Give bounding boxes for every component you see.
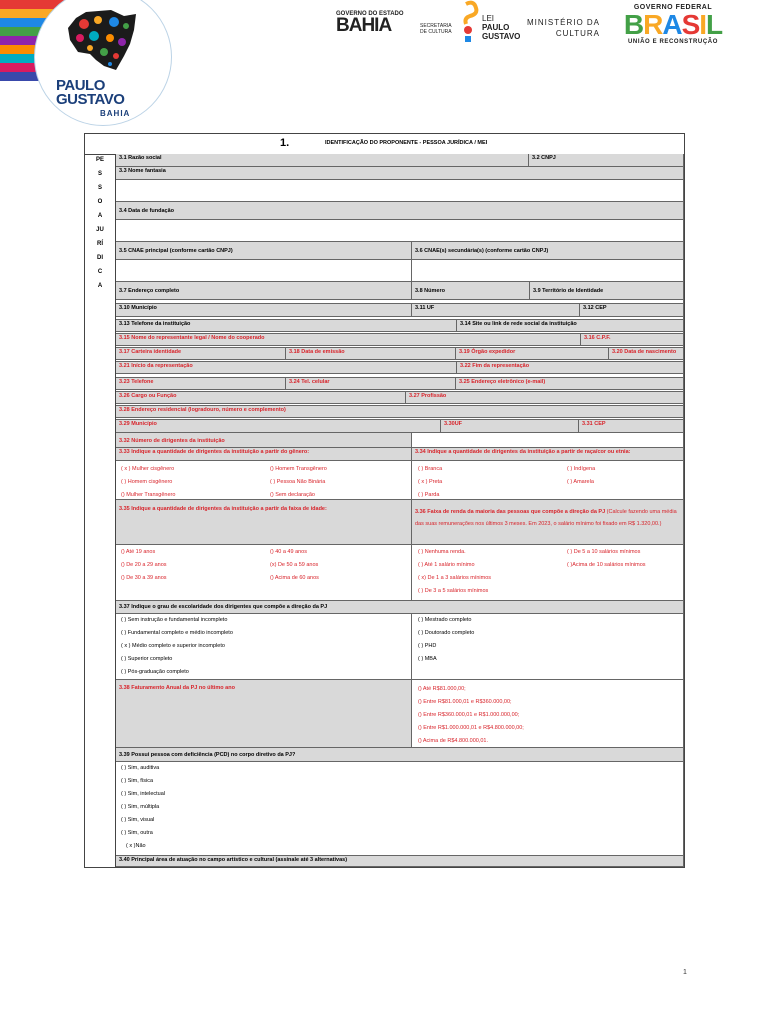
genero-option[interactable]: () Homem Transgênero (270, 466, 327, 472)
uniao-reconstrucao-text: UNIÃO E RECONSTRUÇÃO (627, 39, 718, 45)
pcd-label: 3.39 Possui pessoa com deficiência (PCD) no corpo diretivo da PJ? (116, 748, 684, 762)
email-label: 3.25 Endereço eletrônico (e-mail) (456, 378, 684, 390)
genero-options (116, 461, 412, 500)
nome-fantasia-field[interactable] (116, 180, 684, 202)
faturamento-label: 3.38 Faturamento Anual da PJ no último ano (116, 680, 412, 748)
data-fundacao-field[interactable] (116, 220, 684, 242)
escolaridade-options-right (412, 614, 684, 680)
renda-option[interactable]: ( ) Até 1 salário mínimo (418, 562, 475, 568)
inicio-representacao-label: 3.21 Início da representação (116, 362, 457, 374)
municipio-label: 3.10 Município (116, 304, 412, 317)
faixa-renda-title: 3.36 Faixa de renda da maioria das pessoas que compõe a direção da PJ (415, 509, 606, 515)
faixa-renda-note: (Calcule fazendo uma média das suas remunerações nos últimos 3 meses. Em 2023, o salário mínimo foi fixado em R$ 1.320,00.) (415, 509, 677, 527)
pcd-option[interactable]: ( ) Sim, outra (121, 830, 153, 836)
gov-bahia-main: BAHIA (336, 15, 392, 36)
ministerio-line-1: MINISTÉRIO DA (527, 18, 601, 27)
genero-option[interactable]: ( x ) Mulher cisgênero (121, 466, 175, 472)
ministerio-cultura-logo (527, 17, 600, 39)
side-letter: JU (96, 227, 104, 233)
numero-dirigentes-field[interactable] (412, 433, 684, 448)
cargo-funcao-label: 3.26 Cargo ou Função (116, 392, 406, 404)
carteira-identidade-label: 3.17 Carteira identidade (116, 348, 286, 360)
logo-sub-text: BAHIA (100, 109, 131, 118)
cnpj-label: 3.2 CNPJ (529, 154, 684, 167)
pcd-option[interactable]: ( ) Sim, auditiva (121, 765, 160, 771)
numero-dirigentes-label: 3.32 Número de dirigentes da instituição (116, 433, 412, 448)
raca-option[interactable]: ( ) Indígena (567, 466, 596, 472)
pcd-option[interactable]: ( ) Sim, múltipla (121, 804, 160, 810)
lei-line-2: PAULO (482, 23, 510, 32)
razao-social-label: 3.1 Razão social (116, 154, 529, 167)
cnae-secundaria-field[interactable] (412, 260, 684, 282)
dirigentes-raca-label: 3.34 Indique a quantidade de dirigentes da instituição a partir de raça/cor ou etnia: (412, 448, 684, 461)
faturamento-option[interactable]: () Entre R$360.000,01 e R$1.000.000,00; (418, 712, 520, 718)
renda-options (412, 545, 684, 601)
raca-options (412, 461, 684, 500)
side-letter: O (97, 199, 103, 205)
escolaridade-option[interactable]: ( ) Sem instrução e fundamental incompleto (121, 617, 228, 623)
faturamento-option[interactable]: () Acima de R$4.800.000,01. (418, 738, 489, 744)
escolaridade-option[interactable]: ( ) Fundamental completo e médio incompleto (121, 630, 233, 636)
idade-option[interactable]: (x) De 50 a 59 anos (270, 562, 319, 568)
genero-option[interactable]: () Sem declaração (270, 492, 315, 498)
idade-options (116, 545, 412, 601)
escolaridade-option[interactable]: ( x ) Médio completo e superior incompleto (121, 643, 225, 649)
governo-federal-logo (618, 4, 728, 45)
escolaridade-option[interactable]: ( ) Pós-graduação completo (121, 669, 189, 675)
side-letter: PE (95, 157, 104, 163)
pessoa-juridica-side-label (85, 154, 116, 867)
genero-option[interactable]: ( ) Pessoa Não Binária (270, 479, 326, 485)
lei-text (482, 14, 520, 41)
page-number: 1 (683, 969, 687, 976)
genero-option[interactable]: () Mulher Transgênero (121, 492, 176, 498)
side-letter: C (97, 269, 103, 275)
logo-text: PAULO GUSTAVO (56, 77, 125, 108)
renda-option[interactable]: ( x) De 1 a 3 salários mínimos (418, 575, 492, 581)
fim-representacao-label: 3.22 Fim da representação (457, 362, 684, 374)
cep-label: 3.12 CEP (580, 304, 684, 317)
side-letter: A (97, 213, 103, 219)
partner-logos (330, 0, 768, 50)
idade-option[interactable]: () Até 19 anos (121, 549, 156, 555)
idade-option[interactable]: () 40 a 49 anos (270, 549, 307, 555)
uf-residencial-label: 3.30UF (441, 420, 579, 433)
idade-option[interactable]: () De 30 a 39 anos (121, 575, 167, 581)
renda-option[interactable]: ( ) Nenhuma renda. (418, 549, 466, 555)
escolaridade-label: 3.37 Indique o grau de escolaridade dos dirigentes que compõe a direção da PJ (116, 601, 684, 614)
celular-label: 3.24 Tel. celular (286, 378, 456, 390)
telefone-instituicao-label: 3.13 Telefone da instituição (116, 320, 457, 332)
data-emissao-label: 3.18 Data de emissão (286, 348, 456, 360)
dirigentes-genero-label: 3.33 Indique a quantidade de dirigentes da instituição a partir do gênero: (116, 448, 412, 461)
pcd-options (116, 762, 684, 856)
site-label: 3.14 Site ou link de rede social da instituição (457, 320, 684, 332)
raca-option[interactable]: ( x ) Preta (418, 479, 443, 485)
idade-option[interactable]: () De 20 a 29 anos (121, 562, 167, 568)
endereco-residencial-label: 3.28 Endereço residencial (logradouro, número e complemento) (116, 406, 684, 418)
escolaridade-options-left (116, 614, 412, 680)
faturamento-options (412, 680, 684, 748)
faixa-renda-label (412, 500, 684, 545)
data-nascimento-label: 3.20 Data de nascimento (609, 348, 684, 360)
gov-bahia-top: GOVERNO DO ESTADO (336, 11, 404, 17)
escolaridade-option[interactable]: ( ) Superior completo (121, 656, 173, 662)
identification-form (84, 133, 685, 868)
lei-line-3: GUSTAVO (482, 32, 521, 41)
renda-option[interactable]: ( )Acima de 10 salários mínimos (567, 562, 646, 568)
data-fundacao-label: 3.4 Data de fundação (116, 202, 684, 220)
escolaridade-option[interactable]: ( ) PHD (418, 643, 437, 649)
lei-line-1: LEI (482, 14, 495, 23)
uf-label: 3.11 UF (412, 304, 580, 317)
cnae-principal-field[interactable] (116, 260, 412, 282)
escolaridade-option[interactable]: ( ) MBA (418, 656, 437, 662)
brasil-wordmark: BRASIL (623, 9, 723, 40)
cep-residencial-label: 3.31 CEP (579, 420, 684, 433)
renda-option[interactable]: ( ) De 3 a 5 salários mínimos (418, 588, 489, 594)
side-letter: A (97, 283, 103, 289)
secretaria-text: SECRETARIA DE CULTURA (420, 23, 452, 35)
cnae-principal-label: 3.5 CNAE principal (conforme cartão CNPJ) (116, 242, 412, 260)
municipio-residencial-label: 3.29 Município (116, 420, 441, 433)
renda-option[interactable]: ( ) De 5 a 10 salários mínimos (567, 549, 641, 555)
section-title-row (85, 134, 684, 155)
faturamento-option[interactable]: () Entre R$1.000.000,01 e R$4.800.000,00; (418, 725, 524, 731)
pcd-option[interactable]: ( x )Não (126, 843, 146, 849)
genero-option[interactable]: ( ) Homem cisgênero (121, 479, 173, 485)
side-letter: S (97, 185, 102, 191)
gov-federal-text: GOVERNO FEDERAL (633, 4, 713, 11)
telefone-label: 3.23 Telefone (116, 378, 286, 390)
orgao-expedidor-label: 3.19 Órgão expedidor (456, 348, 609, 360)
cpf-label: 3.16 C.P.F. (581, 334, 684, 346)
raca-option[interactable]: ( ) Branca (418, 466, 443, 472)
bahia-map-icon (66, 10, 138, 72)
dirigentes-idade-label: 3.35 Indique a quantidade de dirigentes da instituição a partir da faixa de idade: (116, 500, 412, 545)
section-number: 1. (280, 137, 290, 149)
cnae-secundaria-label: 3.6 CNAE(s) secundária(s) (conforme cartão CNPJ) (412, 242, 684, 260)
numero-label: 3.8 Número (412, 282, 530, 300)
escolaridade-option[interactable]: ( ) Mestrado completo (418, 617, 472, 623)
area-atuacao-label: 3.40 Principal área de atuação no campo artístico e cultural (assinale até 3 alternativas) (116, 856, 684, 867)
side-letter: DI (97, 255, 103, 261)
faturamento-option[interactable]: () Até R$81.000,00; (418, 686, 466, 692)
ministerio-line-2: CULTURA (555, 29, 601, 38)
raca-option[interactable]: ( ) Amarela (567, 479, 594, 485)
section-title: IDENTIFICAÇÃO DO PROPONENTE - PESSOA JURÍDICA / MEI (325, 140, 488, 146)
representante-label: 3.15 Nome do representante legal / Nome do cooperado (116, 334, 581, 346)
escolaridade-option[interactable]: ( ) Doutorado completo (418, 630, 475, 636)
pcd-option[interactable]: ( ) Sim, intelectual (121, 791, 166, 797)
pcd-option[interactable]: ( ) Sim, física (121, 778, 154, 784)
side-letter: S (97, 171, 102, 177)
raca-option[interactable]: ( ) Parda (418, 492, 440, 498)
profissao-label: 3.27 Profissão (406, 392, 684, 404)
side-letter: RÍ (97, 241, 103, 247)
lei-paulo-gustavo-logo (460, 0, 520, 45)
governo-bahia-logo (336, 11, 416, 41)
pcd-option[interactable]: ( ) Sim, visual (121, 817, 155, 823)
endereco-label: 3.7 Endereço completo (116, 282, 412, 300)
faturamento-option[interactable]: () Entre R$81.000,01 e R$360.000,00; (418, 699, 512, 705)
territorio-label: 3.9 Território de Identidade (530, 282, 684, 300)
idade-option[interactable]: () Acima de 60 anos (270, 575, 319, 581)
lei-pg-icon (460, 0, 482, 44)
nome-fantasia-label: 3.3 Nome fantasia (116, 167, 684, 180)
